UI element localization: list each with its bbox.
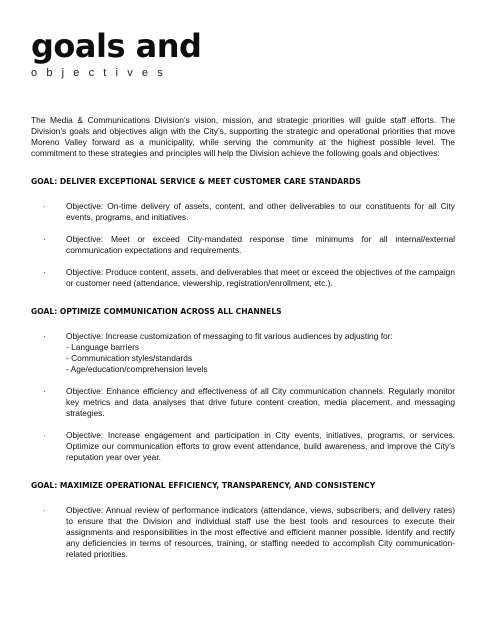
goals-section [31, 177, 455, 560]
objective-text: Objective: Meet or exceed City-mandated response time minimums for all internal/external communication expectations and requirements. [66, 234, 455, 255]
objective-text: Objective: Enhance efficiency and effectiveness of all City communication channels. Regularly monitor key metrics and data analyses that drive future content creation, media placement, and messaging strategies. [66, 386, 455, 418]
bullet-icon: · [43, 387, 46, 396]
sub-item-list [66, 342, 455, 375]
bullet-icon: · [43, 506, 46, 515]
bullet-icon: · [43, 202, 46, 211]
bullet-icon: · [43, 431, 46, 440]
sub-item: - Age/education/comprehension levels [66, 364, 208, 374]
intro-paragraph: The Media & Communications Division’s vision, mission, and strategic priorities will guide staff efforts. The Division’s goals and objectives align with the City’s, supporting the strategic and operational priorities that move Moreno Valley forward as a municipality, while serving the community at the highest possible level. The commitment to these strategies and principles will help the Division achieve the following goals and objectives: [31, 115, 455, 158]
objective-list [31, 505, 455, 560]
bullet-icon: · [43, 268, 46, 277]
sub-item: - Language barriers [66, 342, 140, 352]
objective-text: Objective: Produce content, assets, and deliverables that meet or exceed the objectives of the campaign or customer need (attendance, viewership, registration/enrollment, etc.). [66, 267, 455, 288]
objective-list [31, 201, 455, 289]
objective-item [31, 430, 455, 463]
objective-text: Objective: On-time delivery of assets, content, and other deliverables to our constituents for all City events, programs, and initiatives. [66, 201, 455, 222]
objective-item [31, 267, 455, 289]
objective-item [31, 505, 455, 560]
bullet-icon: · [43, 235, 46, 244]
goal-heading: GOAL: DELIVER EXCEPTIONAL SERVICE & MEET CUSTOMER CARE STANDARDS [31, 177, 361, 186]
sub-item: - Communication styles/standards [66, 353, 193, 363]
goal-heading: GOAL: OPTIMIZE COMMUNICATION ACROSS ALL CHANNELS [31, 307, 282, 316]
objective-item [31, 331, 455, 375]
objective-text: Objective: Annual review of performance indicators (attendance, views, subscribers, and delivery rates) to ensure that the Division and individual staff use the best tools and resources to execute their assignments and responsibilities in the most effective and efficient manner possible. Identify and rectify any deficiencies in terms of resources, training, or staffing needed to accomplish City communication-related priorities. [66, 505, 455, 559]
objective-item [31, 386, 455, 419]
document-page [31, 27, 455, 560]
bullet-icon: · [43, 332, 46, 341]
objective-list [31, 331, 455, 463]
objective-item [31, 234, 455, 256]
page-title: goals and [31, 27, 202, 65]
objective-text: Objective: Increase engagement and participation in City events, initiatives, programs, or services. Optimize our communication efforts to grow event attendance, build awareness, and improve the City’s reputation year over year. [66, 430, 455, 462]
goal-heading: GOAL: MAXIMIZE OPERATIONAL EFFICIENCY, TRANSPARENCY, AND CONSISTENCY [31, 481, 376, 490]
page-subtitle: objectives [31, 67, 172, 79]
objective-text: Objective: Increase customization of messaging to fit various audiences by adjusting for: [66, 331, 393, 341]
objective-item [31, 201, 455, 223]
